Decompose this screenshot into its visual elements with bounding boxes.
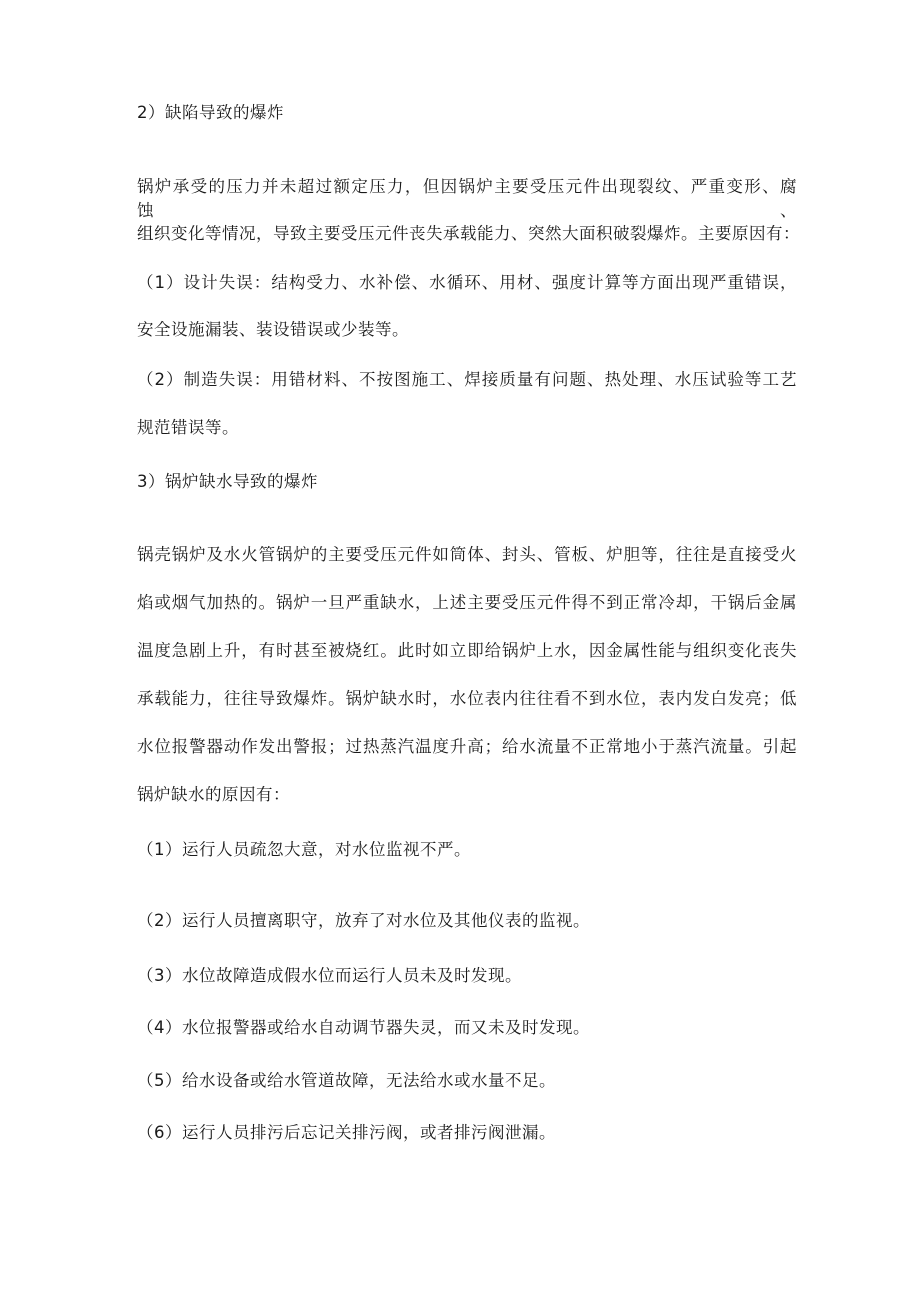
cause-item-1: （1）运行人员疏忽大意，对水位监视不严。 [137, 840, 471, 859]
section3-body-line-3: 温度急剧上升，有时甚至被烧红。此时如立即给锅炉上水，因金属性能与组织变化丧失 [137, 641, 797, 660]
cause-item-6: （6）运行人员排污后忘记关排污阀，或者排污阀泄漏。 [137, 1123, 556, 1142]
section2-intro-line-2: 组织变化等情况，导致主要受压元件丧失承载能力、突然大面积破裂爆炸。主要原因有： [137, 224, 800, 243]
section3-body-line-5: 水位报警器动作发出警报；过热蒸汽温度升高；给水流量不正常地小于蒸汽流量。引起 [137, 737, 797, 756]
section2-item-2-line-2: 规范错误等。 [137, 418, 239, 437]
cause-item-2: （2）运行人员擅离职守，放弃了对水位及其他仪表的监视。 [137, 911, 590, 930]
section2-heading: 2）缺陷导致的爆炸 [137, 103, 284, 122]
section2-item-1-line-1: （1）设计失误：结构受力、水补偿、水循环、用材、强度计算等方面出现严重错误， [137, 273, 797, 292]
section3-body-line-4: 承载能力，往往导致爆炸。锅炉缺水时，水位表内往往看不到水位，表内发白发亮；低 [137, 689, 797, 708]
cause-item-5: （5）给水设备或给水管道故障，无法给水或水量不足。 [137, 1071, 556, 1090]
cause-item-4: （4）水位报警器或给水自动调节器失灵，而又未及时发现。 [137, 1018, 590, 1037]
section2-item-1-line-2: 安全设施漏装、装设错误或少装等。 [137, 320, 409, 339]
section3-body-line-6: 锅炉缺水的原因有： [137, 785, 290, 804]
cause-item-3: （3）水位故障造成假水位而运行人员未及时发现。 [137, 966, 522, 985]
section3-heading: 3）锅炉缺水导致的爆炸 [137, 472, 318, 491]
section2-item-2-line-1: （2）制造失误：用错材料、不按图施工、焊接质量有问题、热处理、水压试验等工艺 [137, 370, 797, 389]
section3-body-line-2: 焰或烟气加热的。锅炉一旦严重缺水，上述主要受压元件得不到正常冷却，干锅后金属 [137, 593, 797, 612]
section3-body-line-1: 锅壳锅炉及水火管锅炉的主要受压元件如筒体、封头、管板、炉胆等，往往是直接受火 [137, 545, 797, 564]
section2-intro-line-1: 锅炉承受的压力并未超过额定压力，但因锅炉主要受压元件出现裂纹、严重变形、腐蚀、 [137, 177, 797, 220]
